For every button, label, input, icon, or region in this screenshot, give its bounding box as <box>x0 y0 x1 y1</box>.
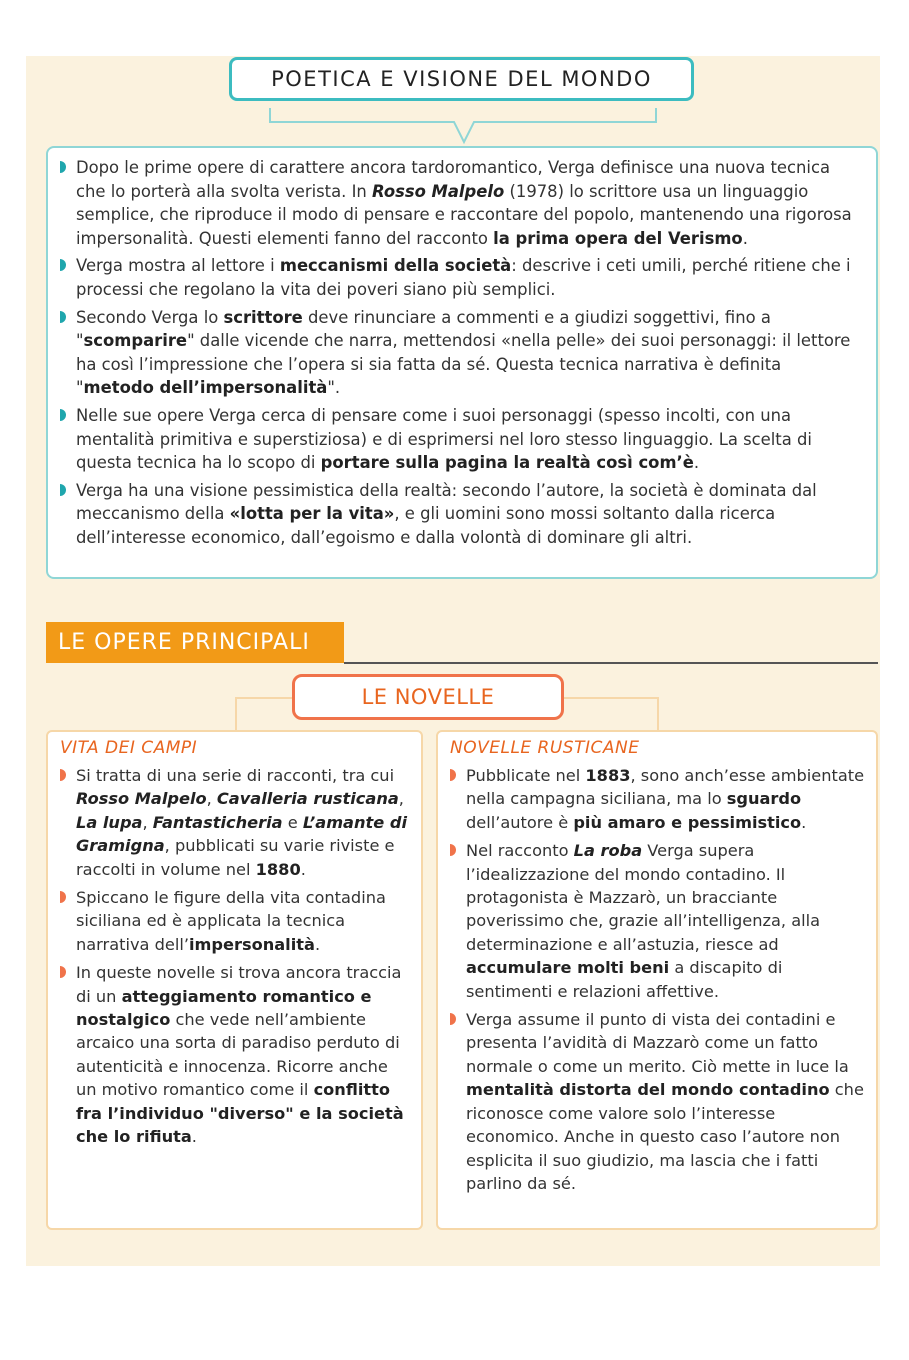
emphasis-text: metodo dell’impersonalità <box>83 378 328 398</box>
emphasis-text: Cavalleria rusticana <box>216 789 399 809</box>
emphasis-text: scomparire <box>83 331 188 351</box>
novelle-rusticane-bullet: Pubblicate nel 1883, sono anch’esse ambientate nella campagna siciliana, ma lo sguardo dell’autore è più amaro e pessimistico. <box>450 764 866 834</box>
poetica-bullet: Verga ha una visione pessimistica della realtà: secondo l’autore, la società è dominata dal meccanismo della «lotta per la vita», e gli uomini sono mossi soltanto dalla ricerca dell’interesse economico, dall’egoismo e dalla volontà di dominare gli altri. <box>60 479 864 550</box>
bullet-marker-icon <box>60 484 66 496</box>
emphasis-text: Rosso Malpelo <box>76 789 207 809</box>
bullet-marker-icon <box>450 844 456 856</box>
emphasis-text: Rosso Malpelo <box>372 181 505 201</box>
emphasis-text: La lupa <box>76 812 143 832</box>
bullet-marker-icon <box>60 311 66 323</box>
emphasis-text: meccanismi della società <box>279 256 512 276</box>
novelle-rusticane-bullet: Verga assume il punto di vista dei contadini e presenta l’avidità di Mazzarò come un fatto normale o come un merito. Ciò mette in luce la mentalità distorta del mondo contadino che riconosce come valore solo l’interesse economico. Anche in questo caso l’autore non esplicita il suo giudizio, ma lascia che i fatti parlino da sé. <box>450 1008 866 1195</box>
vita-dei-campi-bullet: Si tratta di una serie di racconti, tra cui Rosso Malpelo, Cavalleria rusticana, La lupa, Fantasticheria e L’amante di Gramigna, pubblicati su varie riviste e raccolti in volume nel 1880. <box>60 764 411 881</box>
emphasis-text: impersonalità <box>189 934 315 954</box>
novelle-rusticane-box <box>436 730 878 1230</box>
novelle-rusticane-heading: NOVELLE RUSTICANE <box>450 738 640 758</box>
poetica-bullet: Nelle sue opere Verga cerca di pensare come i suoi personaggi (spesso incolti, con una mentalità primitiva e superstiziosa) e di esprimersi nel loro stesso linguaggio. La scelta di questa tecnica ha lo scopo di portare sulla pagina la realtà così com’è. <box>60 404 864 475</box>
vita-dei-campi-bullet: In queste novelle si trova ancora traccia di un atteggiamento romantico e nostalgico che vede nell’ambiente arcaico una sorta di paradiso perduto di autenticità e innocenza. Ricorre anche un motivo romantico come il conflitto fra l’individuo "diverso" e la società che lo rifiuta. <box>60 961 411 1148</box>
emphasis-text: conflitto fra l’individuo "diverso" e la società che lo rifiuta <box>76 1080 404 1147</box>
bullet-marker-icon <box>60 769 66 781</box>
novelle-title: LE NOVELLE <box>292 674 564 720</box>
vita-dei-campi-list <box>60 764 411 1149</box>
emphasis-text: «lotta per la vita» <box>229 504 395 524</box>
vita-dei-campi-bullet: Spiccano le figure della vita contadina siciliana ed è applicata la tecnica narrativa dell’impersonalità. <box>60 886 411 956</box>
poetica-bullet: Secondo Verga lo scrittore deve rinunciare a commenti e a giudizi soggettivi, fino a "scomparire" dalle vicende che narra, mettendosi «nella pelle» dei suoi personaggi: il lettore ha così l’impressione che l’opera si sia fatta da sé. Questa tecnica narrativa è definita "metodo dell’impersonalità". <box>60 306 864 400</box>
emphasis-text: mentalità distorta del mondo contadino <box>466 1080 830 1100</box>
novelle-rusticane-bullet: Nel racconto La roba Verga supera l’idealizzazione del mondo contadino. Il protagonista è Mazzarò, un bracciante poverissimo che, grazie all’intelligenza, alla determinazione e all’astuzia, riesce ad accumulare molti beni a discapito di sentimenti e relazioni affettive. <box>450 839 866 1003</box>
emphasis-text: L’amante di Gramigna <box>76 812 407 856</box>
bullet-marker-icon <box>60 161 66 173</box>
vita-dei-campi-box <box>46 730 423 1230</box>
bullet-marker-icon <box>60 259 66 271</box>
emphasis-text: Fantasticheria <box>152 812 283 832</box>
emphasis-text: accumulare molti beni <box>466 958 670 978</box>
bullet-marker-icon <box>450 769 456 781</box>
emphasis-text: 1883 <box>585 766 631 785</box>
emphasis-text: La roba <box>573 841 643 861</box>
emphasis-text: scrittore <box>223 307 303 327</box>
poetica-title: POETICA E VISIONE DEL MONDO <box>229 57 694 101</box>
bullet-marker-icon <box>60 409 66 421</box>
poetica-bullet: Verga mostra al lettore i meccanismi della società: descrive i ceti umili, perché ritiene che i processi che regolano la vita dei poveri siano più semplici. <box>60 254 864 301</box>
bullet-marker-icon <box>60 966 66 978</box>
vita-dei-campi-heading: VITA DEI CAMPI <box>60 738 198 758</box>
emphasis-text: portare sulla pagina la realtà così com’è <box>320 453 694 473</box>
novelle-rusticane-list <box>450 764 866 1195</box>
emphasis-text: sguardo <box>726 789 802 809</box>
emphasis-text: atteggiamento romantico e nostalgico <box>76 986 372 1030</box>
bullet-marker-icon <box>450 1013 456 1025</box>
emphasis-text: più amaro e pessimistico <box>573 812 802 832</box>
opere-section-title: LE OPERE PRINCIPALI <box>46 622 344 663</box>
section-divider <box>344 662 878 664</box>
emphasis-text: 1880 <box>255 859 301 879</box>
bullet-marker-icon <box>60 891 66 903</box>
emphasis-text: la prima opera del Verismo <box>493 228 743 248</box>
poetica-box <box>46 146 878 579</box>
poetica-bullet: Dopo le prime opere di carattere ancora tardoromantico, Verga definisce una nuova tecnica che lo porterà alla svolta verista. In Rosso Malpelo (1978) lo scrittore usa un linguaggio semplice, che riproduce il modo di pensare e raccontare del popolo, mantenendo una rigorosa impersonalità. Questi elementi fanno del racconto la prima opera del Verismo. <box>60 156 864 250</box>
